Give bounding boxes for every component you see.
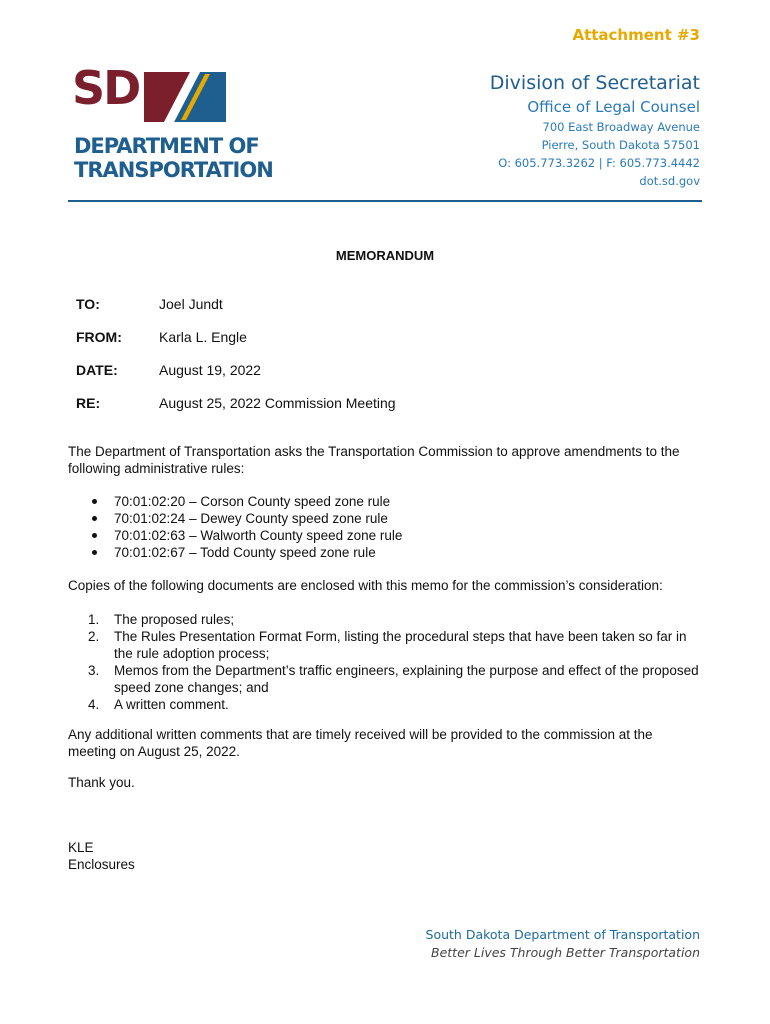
phone-line: O: 605.773.3262 | F: 605.773.4442 [498,156,700,170]
additional-paragraph: Any additional written comments that are timely received will be provided to the commission at the meeting on August 25, 2022. [68,727,653,759]
documents-list [88,611,704,713]
field-value: August 19, 2022 [159,362,261,378]
initials: KLE [68,840,94,855]
item-number: 2. [88,629,100,644]
copies-paragraph: Copies of the following documents are enclosed with this memo for the commission’s consideration: [68,578,663,593]
item-number: 3. [88,663,100,678]
office-name: Office of Legal Counsel [527,98,700,116]
item-text: Memos from the Department’s traffic engineers, explaining the purpose and effect of the proposed speed zone changes; and [114,663,699,695]
field-key: RE: [76,395,101,411]
item-number: 1. [88,612,100,627]
field-value: August 25, 2022 Commission Meeting [159,395,396,411]
list-item [88,628,704,662]
item-text: A written comment. [114,697,229,712]
intro-paragraph: The Department of Transportation asks the Transportation Commission to approve amendments to the following administrative rules: [68,444,680,476]
field-key: TO: [76,296,100,312]
list-item: 70:01:02:67 – Todd County speed zone rule [92,544,704,561]
enclosures-label: Enclosures [68,857,135,872]
field-value: Karla L. Engle [159,329,247,345]
field-key: FROM: [76,329,122,345]
list-item: 70:01:02:24 – Dewey County speed zone rule [92,510,704,527]
logo-dept-text [74,134,273,182]
memo-title: MEMORANDUM [335,248,435,263]
footer-tagline: Better Lives Through Better Transportation [431,945,700,960]
thanks-line: Thank you. [68,775,135,790]
item-text: The Rules Presentation Format Form, listing the procedural steps that have been taken so far in the rule adoption process; [114,629,687,661]
logo-line1: DEPARTMENT OF [74,134,259,158]
sddot-logo [72,61,273,186]
logo-line2: TRANSPORTATION [74,158,273,182]
item-text: The proposed rules; [114,612,235,627]
list-item [88,696,704,713]
signature-block [68,839,704,873]
logo-letters: SD [72,61,140,115]
division-name: Division of Secretariat [489,72,700,94]
attachment-label: Attachment #3 [572,26,700,44]
website-line: dot.sd.gov [639,174,700,188]
office-info [490,70,700,190]
page-footer [426,926,700,962]
list-item: 70:01:02:20 – Corson County speed zone rule [92,493,704,510]
address-line2: Pierre, South Dakota 57501 [541,138,700,152]
list-item [88,611,704,628]
list-item [88,662,704,696]
footer-org: South Dakota Department of Transportation [425,927,700,942]
field-value: Joel Jundt [159,296,223,312]
field-key: DATE: [76,362,118,378]
list-item: 70:01:02:63 – Walworth County speed zone rule [92,527,704,544]
header-divider [68,200,702,202]
road-icon [144,68,229,126]
address-line1: 700 East Broadway Avenue [542,120,700,134]
item-number: 4. [88,697,100,712]
rules-list [92,493,704,561]
